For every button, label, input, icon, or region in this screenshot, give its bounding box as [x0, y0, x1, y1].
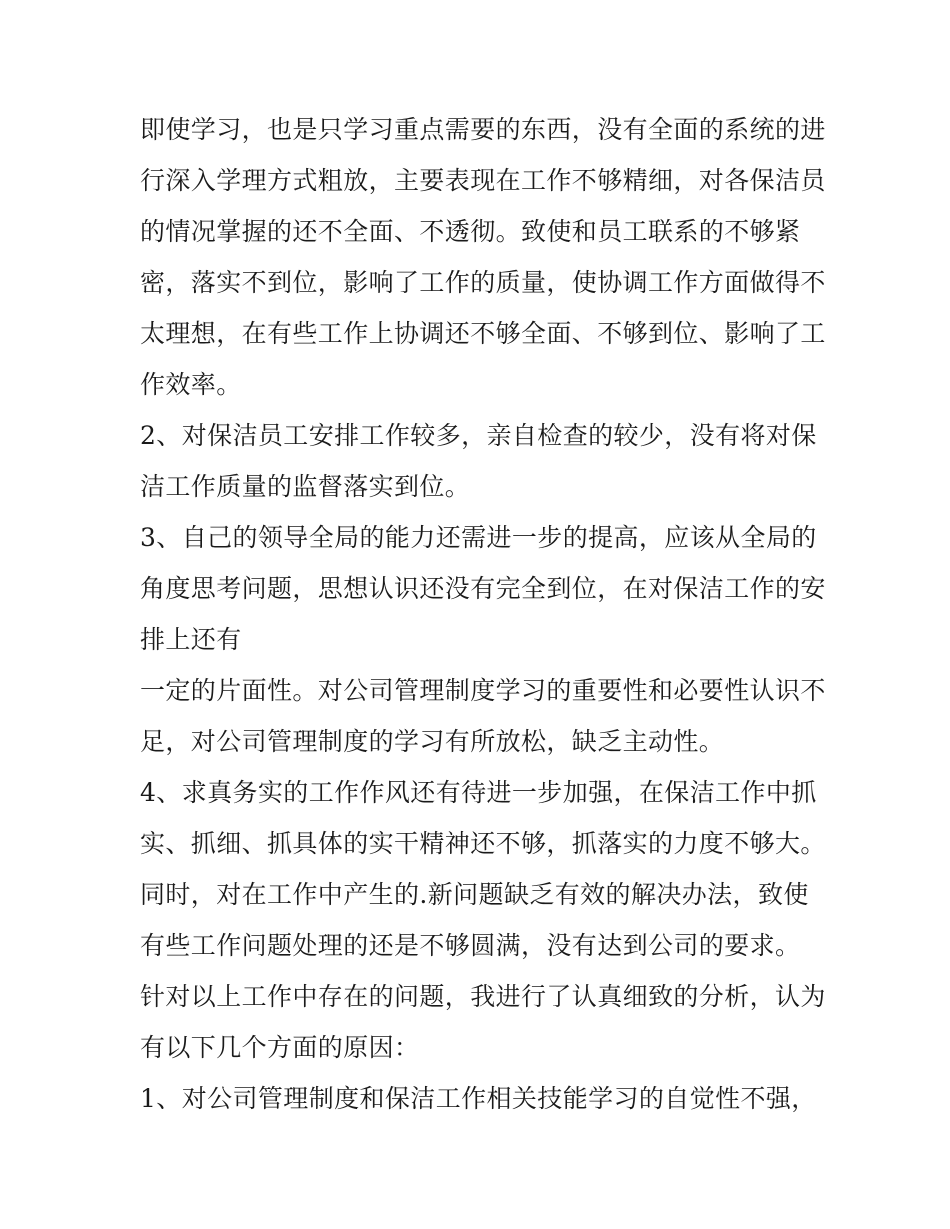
text-line: 4、求真务实的工作作风还有待进一步加强，在保洁工作中抓: [140, 778, 817, 807]
document-body: [140, 104, 826, 1124]
text-line: 一定的片面性。对公司管理制度学习的重要性和必要性认识不: [140, 676, 826, 705]
text-line: 实、抓细、抓具体的实干精神还不够，抓落实的力度不够大。: [140, 829, 826, 858]
text-line: 角度思考问题，思想认识还没有完全到位，在对保洁工作的安: [140, 574, 826, 603]
text-line: 同时，对在工作中产生的.新问题缺乏有效的解决办法，致使: [140, 880, 809, 909]
text-line: 3、自己的领导全局的能力还需进一步的提高，应该从全局的: [140, 523, 817, 552]
text-line: 密，落实不到位，影响了工作的质量，使协调工作方面做得不: [140, 268, 826, 297]
text-line: 排上还有: [140, 625, 242, 654]
text-line: 针对以上工作中存在的问题，我进行了认真细致的分析，认为: [140, 982, 826, 1011]
text-line: 洁工作质量的监督落实到位。: [140, 472, 471, 501]
text-line: 作效率。: [140, 370, 242, 399]
text-line: 行深入学理方式粗放，主要表现在工作不够精细，对各保洁员: [140, 166, 826, 195]
text-line: 的情况掌握的还不全面、不透彻。致使和员工联系的不够紧: [140, 217, 801, 246]
text-line: 有以下几个方面的原因：: [140, 1033, 420, 1062]
text-line: 2、对保洁员工安排工作较多，亲自检查的较少，没有将对保: [140, 421, 817, 450]
text-line: 有些工作问题处理的还是不够圆满，没有达到公司的要求。: [140, 931, 801, 960]
text-line: 即使学习，也是只学习重点需要的东西，没有全面的系统的进: [140, 115, 826, 144]
text-line: 足，对公司管理制度的学习有所放松，缺乏主动性。: [140, 727, 725, 756]
text-line: 太理想，在有些工作上协调还不够全面、不够到位、影响了工: [140, 319, 826, 348]
text-line: 1、对公司管理制度和保洁工作相关技能学习的自觉性不强，: [140, 1084, 817, 1113]
